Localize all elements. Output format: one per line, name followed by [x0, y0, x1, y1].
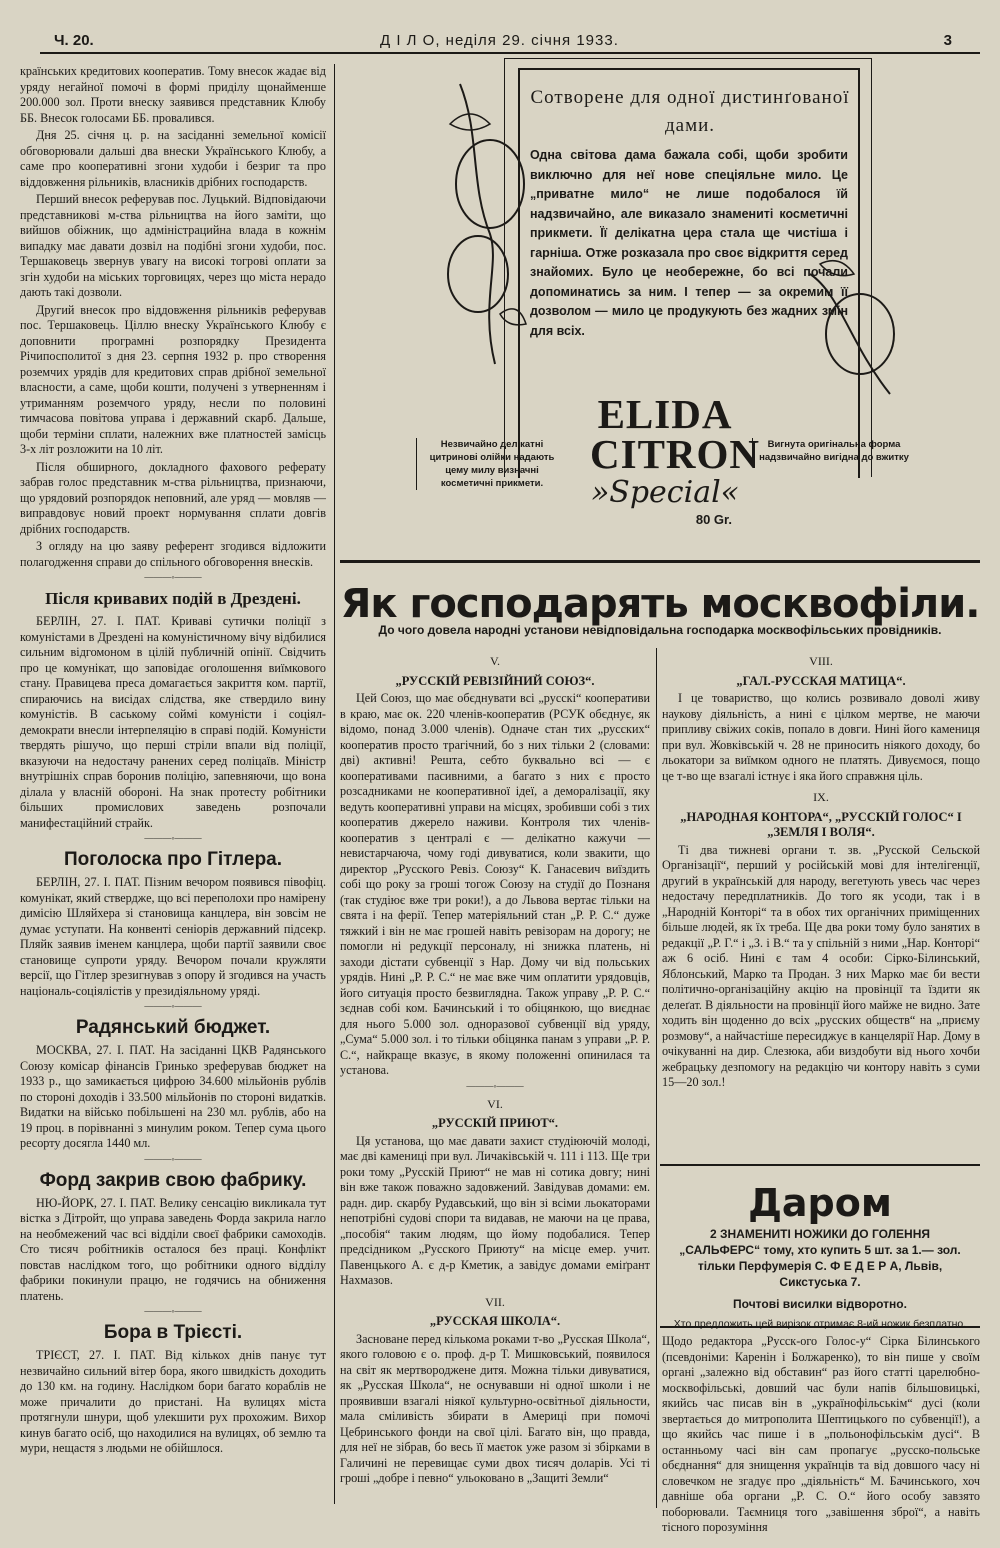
darom-line: „САЛЬФЕРС“ тому, хто купить 5 шт. за 1.— зол. — [679, 1243, 961, 1257]
darom-coupon-note: Хто предложить цей вирізок отримає 8-ий ножик безплатно. — [673, 1318, 967, 1330]
section-number: VII. — [485, 1294, 505, 1309]
section-number: IX. — [813, 790, 829, 804]
page-number-left: Ч. 20. — [54, 32, 94, 49]
elida-logo — [590, 391, 761, 527]
headline-hitler: Поголоска про Гітлера. — [63, 849, 283, 870]
section-title: „РУССКІЙ РЕВІЗІЙНИЙ СОЮЗ“. — [395, 673, 595, 688]
paragraph: Другий внесок про віддовження рільників реферував пос. Тершаковець. Ціллю внеску Українського Клюбу є доповнити програмні розпорядку Президента Річипосполитої з дня 23. серпня 1932 р. про створення роземчих урядів для кредитових справ дрібної земельної власности, а саме, щоби кошти, получені з утверненням і утриманням роземчого уряду, несли по половині тимчасова повітова управа і державний скарб. Дальше, щоби терміни сплати, належних вже платностей замісць 3-х літ розложити на 10 літ. — [20, 302, 326, 456]
page-header — [40, 28, 960, 52]
paragraph: Після обширного, докладного фахового реферату забрав голос представник м-ства рільництва, признаючи, що урядовий розпорядок неповний, але уряд — мовляв — виправдовує новий проект нормування сплати довгів дрібних господарств. — [20, 459, 326, 536]
headline-dresden: Після кривавих подій в Дрездені. — [45, 589, 301, 608]
darom-line: тільки Перфумерія С. Ф Е Д Е Р А, Львів, — [697, 1259, 943, 1273]
section-text: І це товариство, що колись розвивало доволі живу наукову діяльність, а нині є цілком мертве, не маючи припливу свіжих соків, попало в довги. Нині його камениця при вул. Жовківській ч. 28 не приносить ніякого доходу, бо льокатори за виїмком одного не платять. Дивуємося, пощо це т-во ще взагалі істнує і яка його справжня ціль. — [662, 691, 980, 783]
article-column-2-continued — [662, 1334, 980, 1534]
ad-left-note: Незвичайно делікатні цитринові олійки надають цему милу визначні косметичні прикмети. — [416, 438, 561, 490]
headline-budget: Радянський бюджет. — [75, 1017, 271, 1038]
ornament-divider: ———◦——— — [144, 1001, 202, 1011]
headline-bora: Бора в Трієсті. — [103, 1322, 243, 1343]
section-number: V. — [489, 654, 501, 668]
masthead-date: Д І Л О, неділя 29. січня 1933. — [380, 32, 619, 49]
paragraph: країнських кредитових кооператив. Тому внесок жадає від уряду негайної помочі в формі приділу щонайменше 200.000 зол. Проти внеску заявився представник Клюбу ББ. Внесок голосами ББ. провалився. — [20, 64, 326, 125]
ornament-divider: ———◦——— — [144, 1153, 202, 1164]
ornament-divider: ———◦——— — [144, 572, 202, 582]
section-title: „РУССКІЙ ПРИЮТ“. — [431, 1116, 559, 1130]
section-text: Щодо редактора „Русск-ого Голос-у“ Сірка Білинського (псевдоніми: Каренін і Болжаренко), то він пише у своїм органі „залежно від обставин“ раз його статті царелюбно-москвофільські, довший час були напів більшовицькі, якийсь час писав він в „українофільськім“ дусі (коли звертається до митрополита Шептицького по субвенції!), а що якийсь час пише і в „польонофільськім дусі“. В останньому часі він сам пропагує „русско-польське обєднання“ для знищення українців та від довшого часу ні словечком не згадує про „діяльність“ М. Бачинського, хоч давніше оба органи „Р. С. О.“ його особу завзято поборювали. Таємниця того „завішення зброї“, а навіть тісного порозуміння — [662, 1334, 980, 1534]
news-budget: МОСКВА, 27. І. ПАТ. На засіданні ЦКВ Радянського Союзу комісар фінансів Гринько зреферував бюджет на 1933 р., що замикається цифрою 34.600 мільйонів рублів по стороні доходів і 33.500 мільйонів по стороні видатків. Видатки на військо побільшені на 230 мл. рублів, або на 19 проц. в порівнанні з минулим роком. Тепер сума цього ресорту досягла 1440 мл. — [20, 1043, 326, 1150]
news-dresden: БЕРЛІН, 27. І. ПАТ. Криваві сутички поліції з комуністами в Дрездені на комуністичному вічу відбилися сильним відгомоном в цілій публичній опінії. Свідчить про це комунікат, що заповідає оголошення виїмкового стану. Правицева преса домагається закриття ком. партії, спираючись на висідах слідства, яке ствердило вину комуністів. В саському соймі комуністи і соціял-демократи внесли інтерпеляцію в справі подій. Комуністи твердять рішучо, що перші стріли впали від поліції, вказуючи на недостачу ранених серед поліцаїв. Міністр внутрішніх справ боронив поліцію, запевняючи, що вона ділала у власній обороні. На знак протесту робітники більших промислових заведень розпочали манифестаційний страйк. — [20, 614, 326, 830]
paragraph: Перший внесок реферував пос. Луцький. Відповідаючи представникові м-ства рільництва на його заміти, що вийшов обіжник, що адміністрацийна влада в кожнім випадку має давати дозвіл на подібні згони худоби, пос. Тершаковець звернув увагу на високі тогрові оплати за згін худоби на міських торговицях, через що міста нерадо дають такі дозволи. — [20, 192, 326, 299]
section-title: „ГАЛ.-РУССКАЯ МАТИЦА“. — [736, 673, 906, 688]
headline-ford: Форд закрив свою фабрику. — [39, 1169, 307, 1191]
section-title: „РУССКАЯ ШКОЛА“. — [429, 1314, 561, 1328]
darom-title: Даром — [748, 1181, 892, 1225]
ornament-divider: ———◦——— — [144, 1306, 202, 1316]
column-left — [20, 64, 326, 1514]
logo-price: 80 Gr. — [695, 512, 732, 527]
ad-title: Сотворене для одної дистинґованої дами. — [530, 87, 850, 136]
section-number: VIII. — [809, 654, 833, 668]
logo-special: »Special« — [590, 475, 740, 510]
darom-line: Почтові висилки відворотно. — [733, 1297, 907, 1311]
ad-bottom-rule — [340, 560, 980, 563]
page-number-right: 3 — [943, 32, 952, 49]
lemon-branch-left-illustration — [420, 74, 530, 374]
section-text: Засноване перед кількома роками т-во „Русская Школа“, якого головою є о. проф. д-р Т. Мишковський, появилося на світ як мертвороджене дитя. Можна тільки дивуватися, як „Русская Школа“, не оснувавши ні одної школи і не проявивши взагалі ніякої культурно-освітньої діяльности, мала сміливість збирати в Америці при помочі Цебринського фонди на свої цілі. Багато він, що правда, для неї не зібрав, бо весь її маєток уже разом зі збірками в Галичині не перевищає суми двох тисяч доларів. Усі ті гроші „добре і певно“ ульоковано в „Защиті Земли“ — [340, 1331, 650, 1485]
news-hitler: БЕРЛІН, 27. І. ПАТ. Пізним вечором появився півофіц. комунікат, який ствердже, що всі переполохи про намірену димісію Шляйхера зі становища канцлера, він зовсім не думає уступати. На конвенті сеніорів державний підсекр. Пляйк заявив іменем канцлера, щоби партії заявили своє становище супроти уряду. Вечором почали кружляти версії, що Гітлер зрезигнував з опору й згодився на участь національ-соціялістів у президіяльному уряді. — [20, 875, 326, 998]
article-column-2 — [662, 648, 980, 1160]
article-headline: Як господарять москвофіли. — [340, 581, 980, 627]
article-subheadline: До чого довела народні установи невідповідальна господарка москвофільських провідників. — [378, 623, 942, 637]
darom-line: 2 ЗНАМЕНИТІ НОЖИКИ ДО ГОЛЕННЯ — [709, 1227, 931, 1241]
ornament-divider: ———◦——— — [466, 1080, 524, 1091]
elida-advertisement — [400, 54, 990, 560]
logo-citron: CITRON — [590, 431, 761, 477]
column-rule-left — [334, 64, 335, 1504]
paragraph: Дня 25. січня ц. р. на засіданні земельної комісії обговорювали дальші два внески Українського Клюбу, а саме про кооперативні згони худоби і безриг та про віддовження рільників, власників дрібних господарств. — [20, 128, 326, 189]
ornament-divider: ———◦——— — [144, 833, 202, 843]
section-number: VI. — [487, 1096, 503, 1111]
news-ford: НЮ-ЙОРК, 27. І. ПАТ. Велику сенсацію викликала тут вістка з Дітройт, що управа заведень Форда закрила нагло на необмежений час всі відділи своєї фабрики самоходів. Сто тисяч робітників осталося без праці. Конфлікт повстав наслідком того, що робітники одного відділу фабрики покинули працю, не годячись на обниження платень. — [20, 1195, 326, 1303]
logo-elida: ELIDA — [597, 391, 733, 437]
darom-top-rule — [660, 1164, 980, 1166]
darom-advertisement — [660, 1180, 980, 1331]
section-text: Ця установа, що має давати захист студіюючій молоді, має дві камениці при вул. Личаківській ч. 111 і 113. Ще три роки тому „Русскій Приют“ не мав ні сотика довгу; нині він вже також поважно задовжений. Завідував домами: ем. радн. дир. скарбу Рудавський, що він зі всіми льокаторами непотрібні судові спори та видавав, не маючи на це права, „пособія“ таким людям, що йому подобалися. Тепер предсідником „Русского Приюту“ на місце емер. учит. Павенцького А. є д-р Кметик, а завідує домами еміґрант Нахмазов. — [340, 1133, 650, 1287]
ad-right-note: Вигнута оригінальна форма надзвичайно вигідна до вжитку — [752, 438, 909, 464]
ad-body: Одна світова дама бажала собі, щоби зробити виключно для неї нове спеціяльне мило. Це „приватне мило“ не лише подобалося їй надзвичайно, але виказало знамениті косметичні прикмети. Її делікатна цера стала ще чистіша і гарніша. Отже розказала про своє відкриття серед знайомих. Було це необережне, бо всі почали допоминатись за ним. І тепер — за окремим її дозволом — мило це продукують без жадних змін для всіх. — [530, 148, 848, 338]
section-text: Цей Союз, що має обєднувати всі „русскі“ кооперативи в краю, має ок. 220 членів-кооператив (РСУК обєднує, як відомо, понад 3.000 членів). Одначе стан тих „русских“ кооператив просто трагічний, бо з них тільки 2 (словами: дві) активні! Решта, себто буквально всі — є кооперативами пасивними, а багато з них є просто розсадниками не кооперативної ідеї, а деморалізації, яку ведуть кооперативні управи на місцях, зробивши собі з тих кооператив джерело наживи. Контроля тих членів-кооператив з централі є — делікатно кажучи — невистарчаюча, чому годі дивуватися, коли звакити, що директор „Русского Ревіз. Союзу“ К. Ганасевич виїздить собі що року за гроші тогож Союзу на студії до Познаня (так студіює вже три роки!), а до Львова вертає тільки на свята і на ферії. Тепер матеріяльний стан „Р. Р. С.“ дуже тяжкий і він не має грошей навіть ревізорам на дорогу; не помогли ні редукції персоналу, ні знижка платень, ні заходи дістати субвенції з Нар. Дому чи від польських урядів. Нині „Р. Р. С.“ не має вже чим оплатити урядовців, його ситуація просто безвиглядна. Також управу „Р. Р. С.“ зєднав собі ком. Бачинський і то обіцянкою, що виєднає для нього 5.000 зол. одноразової субвенції від уряду, „Сума“ 5.000 зол. і то тільки обіцянка панам з управи „Р. Р. С.“, найкраще вказує, в якому положенні опинилася та установа. — [340, 691, 650, 1077]
article-column-1 — [340, 648, 650, 1528]
column-rule-right — [656, 648, 657, 1508]
darom-line: Сикстуська 7. — [779, 1275, 861, 1289]
news-bora: ТРІЄСТ, 27. І. ПАТ. Від кількох днів панує тут незвичайно сильний вітер бора, якого швидкість доходить до 130 км. на годину. Наслідком бори багато кораблів не може причалити до пристані. На вулицях міста протягнули шнури, щоб улекшити рух прохожим. Вихор кинув багато осіб, що находилися на вулицях, об землю та мури, нещастя з людьми не обійшлося. — [20, 1348, 326, 1455]
section-title: „НАРОДНАЯ КОНТОРА“, „РУССКІЙ ГОЛОС“ І „ЗЕМЛЯ І ВОЛЯ“. — [680, 809, 962, 839]
section-text: Ті два тижневі органи т. зв. „Русской Сельской Організації“, перший у російській мові для інтелігенції, другий в українській для народу, вегетують увесь час через недостачу передплатників. До того як усоди, так і в „Народній Конторі“ та в обох тих органічних приміщенних більше людей, як їх треба. Ще два роки тому було занятих в редакції „Р. Г.“ і „З. і В.“ та у спільній з ними „Нар. Конторі“ аж 6 осіб. Нині є там 4 особи: Сірко-Білинський, Яблонський, Марко та Продан. З них Марко має би вести політично-організаційну акцію на провінції та їздити як делеґат. В діяльности на провінції його майже не видно. Зате ходить він щоденно до всіх „русских обществ“ на „приєму розмову“, а найчастіше пересиджує в канцелярії Нар. Дому в очікуванні на дир. Слезюка, аби виздобути від нього хочби жебрацьку дезпомогу на редакцію чи контору навіть з суми 15—20 зол.! — [662, 842, 980, 1089]
paragraph: З огляду на цю заяву референт згодився відложити полагодження справи до спільного обговорення внесків. — [20, 539, 326, 569]
